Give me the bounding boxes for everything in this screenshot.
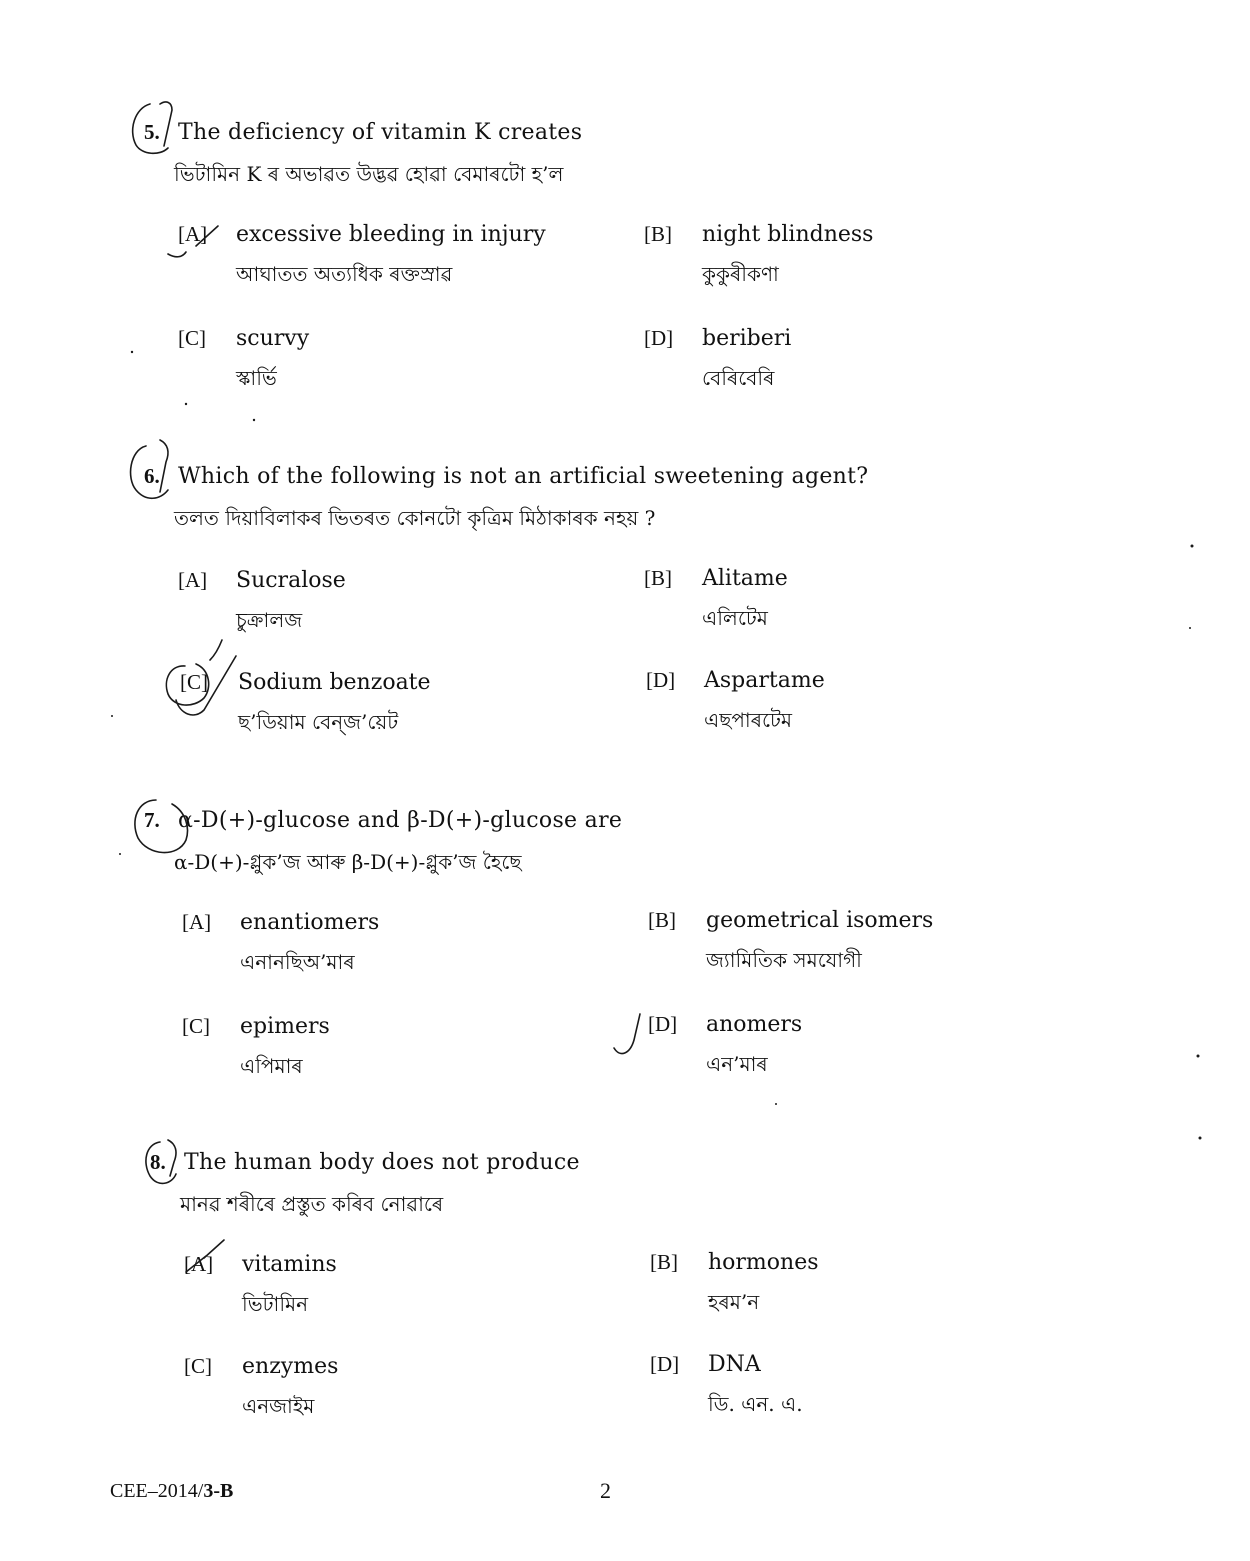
option-text-english: enantiomers (240, 910, 380, 935)
question-text-english: The deficiency of vitamin K creates (178, 120, 583, 145)
exam-code-prefix: CEE–2014/ (110, 1480, 204, 1502)
option-label: [C] (180, 670, 208, 694)
question-7 (0, 808, 1250, 1148)
option-d (650, 1352, 1090, 1432)
option-c (178, 326, 618, 406)
option-b (648, 908, 1088, 988)
option-b (650, 1250, 1090, 1330)
option-text-english: Aspartame (704, 668, 825, 693)
option-text-english: anomers (706, 1012, 803, 1037)
option-text-assamese: ছ’ডিয়াম বেন্‌জ’য়েট (238, 710, 399, 734)
option-d (648, 1012, 1088, 1092)
question-8 (0, 1150, 1250, 1490)
option-b (644, 566, 1084, 646)
option-text-english: DNA (708, 1352, 761, 1377)
option-label: [A] (184, 1252, 214, 1276)
option-text-english: geometrical isomers (706, 908, 934, 933)
option-label: [B] (644, 566, 672, 590)
option-text-assamese: জ্যামিতিক সমযোগী (706, 948, 862, 972)
option-label: [B] (644, 222, 672, 246)
option-text-assamese: এন’মাৰ (706, 1052, 768, 1076)
option-b (644, 222, 1084, 302)
question-text-english: α-D(+)-glucose and β-D(+)-glucose are (178, 808, 623, 833)
option-label: [C] (182, 1014, 210, 1038)
option-d (646, 668, 1086, 748)
option-c (184, 1354, 624, 1434)
option-text-assamese: আঘাতত অত্যধিক ৰক্তস্রাৱ (236, 262, 453, 286)
option-label: [A] (178, 568, 208, 592)
option-d (644, 326, 1084, 406)
option-label: [C] (178, 326, 206, 350)
option-label: [C] (184, 1354, 212, 1378)
question-text-assamese: মানৱ শৰীৰে প্ৰস্তুত কৰিব নোৱাৰে (180, 1192, 444, 1216)
question-text-assamese: α-D(+)-গ্লুক’জ আৰু β-D(+)-গ্লুক’জ হৈছে (174, 850, 522, 874)
option-a (182, 910, 622, 990)
option-text-assamese: এনজাইম (242, 1394, 315, 1418)
option-text-assamese: এছপাৰটেম (704, 708, 793, 732)
option-text-english: scurvy (236, 326, 310, 351)
option-text-english: epimers (240, 1014, 330, 1039)
question-text-english: The human body does not produce (184, 1150, 580, 1175)
option-text-assamese: স্কাৰ্ভি (236, 366, 277, 390)
option-text-assamese: ডি. এন. এ. (708, 1392, 803, 1416)
option-label: [D] (646, 668, 676, 692)
option-label: [D] (650, 1352, 680, 1376)
option-label: [D] (644, 326, 674, 350)
option-c (182, 1014, 622, 1094)
question-number: 6. (144, 464, 160, 488)
page-number: 2 (600, 1478, 611, 1503)
option-text-assamese: হৰম’ন (708, 1290, 760, 1314)
option-text-assamese: চুক্ৰালজ (236, 608, 303, 632)
option-text-english: Sucralose (236, 568, 346, 593)
option-label: [B] (648, 908, 676, 932)
question-6 (0, 464, 1250, 804)
exam-code-set: 3-B (203, 1480, 234, 1502)
question-text-assamese: ভিটামিন K ৰ অভাৱত উদ্ভৱ হোৱা বেমাৰটো হ’ল (174, 162, 564, 186)
option-a (178, 568, 618, 648)
question-text-assamese: তলত দিয়াবিলাকৰ ভিতৰত কোনটো কৃত্ৰিম মিঠাকাৰক নহয় ? (174, 506, 656, 530)
question-number: 5. (144, 120, 160, 144)
option-text-english: vitamins (242, 1252, 337, 1277)
option-text-assamese: কুকুৰীকণা (702, 262, 779, 286)
option-text-assamese: ভিটামিন (242, 1292, 309, 1316)
option-label: [A] (178, 222, 208, 246)
option-text-assamese: বেৰিবেৰি (702, 366, 775, 390)
exam-code (110, 1480, 233, 1503)
option-text-assamese: এনানছিঅ’মাৰ (240, 950, 355, 974)
option-text-assamese: এপিমাৰ (240, 1054, 303, 1078)
option-text-english: hormones (708, 1250, 819, 1275)
option-text-english: Sodium benzoate (238, 670, 431, 695)
option-text-english: beriberi (702, 326, 792, 351)
option-a (178, 222, 618, 302)
question-5 (0, 120, 1250, 460)
question-number: 8. (150, 1150, 166, 1174)
option-c (180, 670, 620, 750)
option-label: [A] (182, 910, 212, 934)
question-text-english: Which of the following is not an artificial sweetening agent? (178, 464, 869, 489)
option-text-assamese: এলিটেম (702, 606, 768, 630)
option-label: [D] (648, 1012, 678, 1036)
option-text-english: Alitame (702, 566, 788, 591)
option-text-english: night blindness (702, 222, 874, 247)
option-text-english: excessive bleeding in injury (236, 222, 546, 247)
option-text-english: enzymes (242, 1354, 339, 1379)
question-number: 7. (144, 808, 160, 832)
option-a (184, 1252, 624, 1332)
option-label: [B] (650, 1250, 678, 1274)
